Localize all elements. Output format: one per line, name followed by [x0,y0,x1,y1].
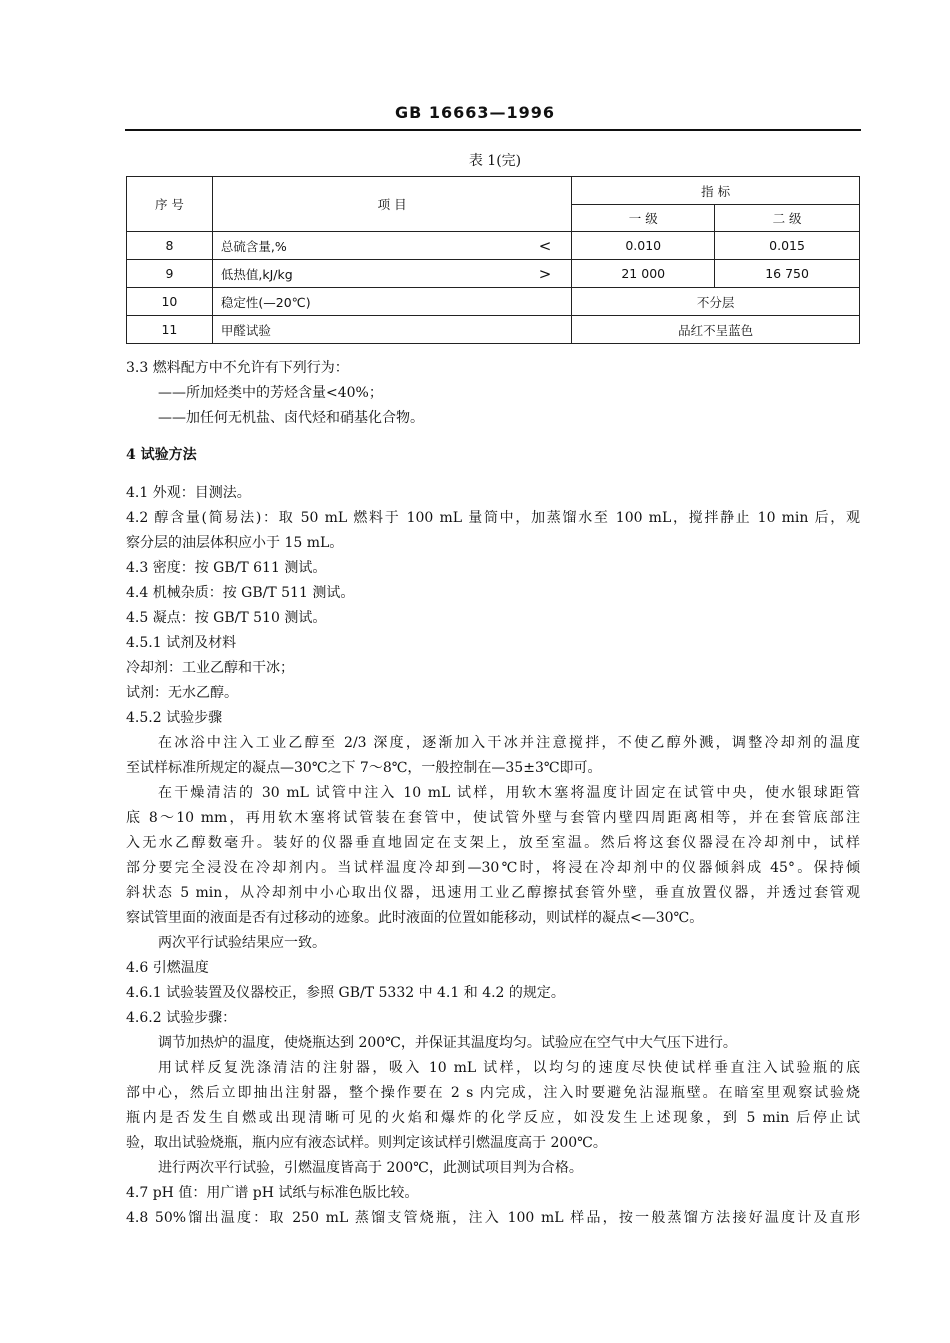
paragraph-line: 瓶内是否发生自燃或出现清晰可见的火焰和爆炸的化学反应，如没发生上述现象，到 5 min 后停止试 [126,1110,860,1126]
clause-4-4: 4.4 机械杂质：按 GB/T 511 测试。 [126,585,355,601]
spec-table [126,176,860,344]
header-grade2: 二 级 [715,205,860,232]
list-item: ——所加烃类中的芳烃含量<40%； [158,385,383,401]
row-item [212,232,571,260]
row-no: 8 [127,232,213,260]
table-row [127,316,860,344]
paragraph-line: 底 8～10 mm，再用软木塞将试管装在套管中，使试管外壁与套管内壁四周距离相等，并在套管底部注 [126,810,860,826]
clause-4-5-2: 4.5.2 试验步骤 [126,710,223,726]
clause-4-2-line: 察分层的油层体积应小于 15 mL。 [126,535,344,551]
paragraph-line: 进行两次平行试验，引燃温度皆高于 200℃，此测试项目判为合格。 [158,1160,583,1176]
table-row [127,260,860,288]
table-caption: 表 1(完) [468,153,522,169]
table-row [127,288,860,316]
paragraph-line: 调节加热炉的温度，使烧瓶达到 200℃，并保证其温度均匀。试验应在空气中大气压下进行。 [158,1035,737,1051]
item-text: 总硫含量,% [220,238,287,254]
clause-4-5-1: 4.5.1 试剂及材料 [126,635,237,651]
paragraph-line: 入无水乙醇数毫升。装好的仪器垂直地固定在支架上，放至室温。然后将这套仪器浸在冷却剂中，试样 [126,835,860,851]
clause-3-3: 3.3 燃料配方中不允许有下列行为： [126,360,349,376]
item-text: 低热值,kJ/kg [220,266,293,282]
paragraph-line: 在干燥清洁的 30 mL 试管中注入 10 mL 试样，用软木塞将温度计固定在试管中央，使水银球距管 [158,785,860,801]
paragraph-line: 部中心，然后立即抽出注射器，整个操作要在 2 s 内完成，注入时要避免沾湿瓶壁。在暗室里观察试验烧 [126,1085,860,1101]
page-header: GB 16663—1996 [394,103,556,122]
comparison-sign: > [538,264,552,283]
clause-4-6-1: 4.6.1 试验装置及仪器校正，参照 GB/T 5332 中 4.1 和 4.2 的规定。 [126,985,565,1001]
paragraph-line: 冷却剂：工业乙醇和干冰； [126,660,294,676]
paragraph-line: 验，取出试验烧瓶，瓶内应有液态试样。则判定该试样引燃温度高于 200℃。 [126,1135,607,1151]
table-header-row [127,177,860,205]
paragraph-line: 在冰浴中注入工业乙醇至 2/3 深度，逐渐加入干冰并注意搅拌，不使乙醇外溅，调整冷却剂的温度 [158,735,860,751]
paragraph-line: 试剂：无水乙醇。 [126,685,238,701]
paragraph-line: 两次平行试验结果应一致。 [158,935,326,951]
header-index: 指 标 [572,177,860,205]
list-item: ——加任何无机盐、卤代烃和硝基化合物。 [158,410,424,426]
paragraph-line: 察试管里面的液面是否有过移动的迹象。此时液面的位置如能移动，则试样的凝点<—30℃。 [126,910,704,926]
clause-4-5: 4.5 凝点：按 GB/T 510 测试。 [126,610,327,626]
row-grade1: 21 000 [572,260,715,288]
header-grade1: 一 级 [572,205,715,232]
paragraph-line: 用试样反复洗涤清洁的注射器，吸入 10 mL 试样，以均匀的速度尽快使试样垂直注入试验瓶的底 [158,1060,860,1076]
paragraph-line: 部分要完全浸没在冷却剂内。当试样温度冷却到—30℃时，将浸在冷却剂中的仪器倾斜成 45°。保持倾 [126,860,860,876]
row-item: 甲醛试验 [212,316,571,344]
comparison-sign: < [538,236,552,255]
header-item: 项 目 [212,177,571,232]
header-seq: 序 号 [127,177,213,232]
row-no: 9 [127,260,213,288]
row-merged-value: 不分层 [572,288,860,316]
row-item: 稳定性(—20℃) [212,288,571,316]
section-3-3 [126,356,860,431]
header-rule [125,129,861,131]
row-no: 10 [127,288,213,316]
clause-4-3: 4.3 密度：按 GB/T 611 测试。 [126,560,327,576]
clause-4-1: 4.1 外观：目测法。 [126,485,251,501]
section-4-body [126,481,860,1231]
row-grade2: 0.015 [715,232,860,260]
row-grade1: 0.010 [572,232,715,260]
clause-4-6-2: 4.6.2 试验步骤： [126,1010,237,1026]
clause-4-6: 4.6 引燃温度 [126,960,209,976]
section-4-heading: 4 试验方法 [126,447,197,463]
clause-4-7: 4.7 pH 值：用广谱 pH 试纸与标准色版比较。 [126,1185,419,1201]
clause-4-2-line: 4.2 醇含量(简易法)：取 50 mL 燃料于 100 mL 量筒中，加蒸馏水至 100 mL，搅拌静止 10 min 后，观 [126,510,860,526]
row-merged-value: 品红不呈蓝色 [572,316,860,344]
clause-4-8: 4.8 50%馏出温度：取 250 mL 蒸馏支管烧瓶，注入 100 mL 样品，按一般蒸馏方法接好温度计及直形 [126,1210,860,1226]
paragraph-line: 至试样标准所规定的凝点—30℃之下 7～8℃，一般控制在—35±3℃即可。 [126,760,602,776]
row-item [212,260,571,288]
row-grade2: 16 750 [715,260,860,288]
paragraph-line: 斜状态 5 min，从冷却剂中小心取出仪器，迅速用工业乙醇擦拭套管外壁，垂直放置仪器，并透过套管观 [126,885,860,901]
table-row [127,232,860,260]
row-no: 11 [127,316,213,344]
